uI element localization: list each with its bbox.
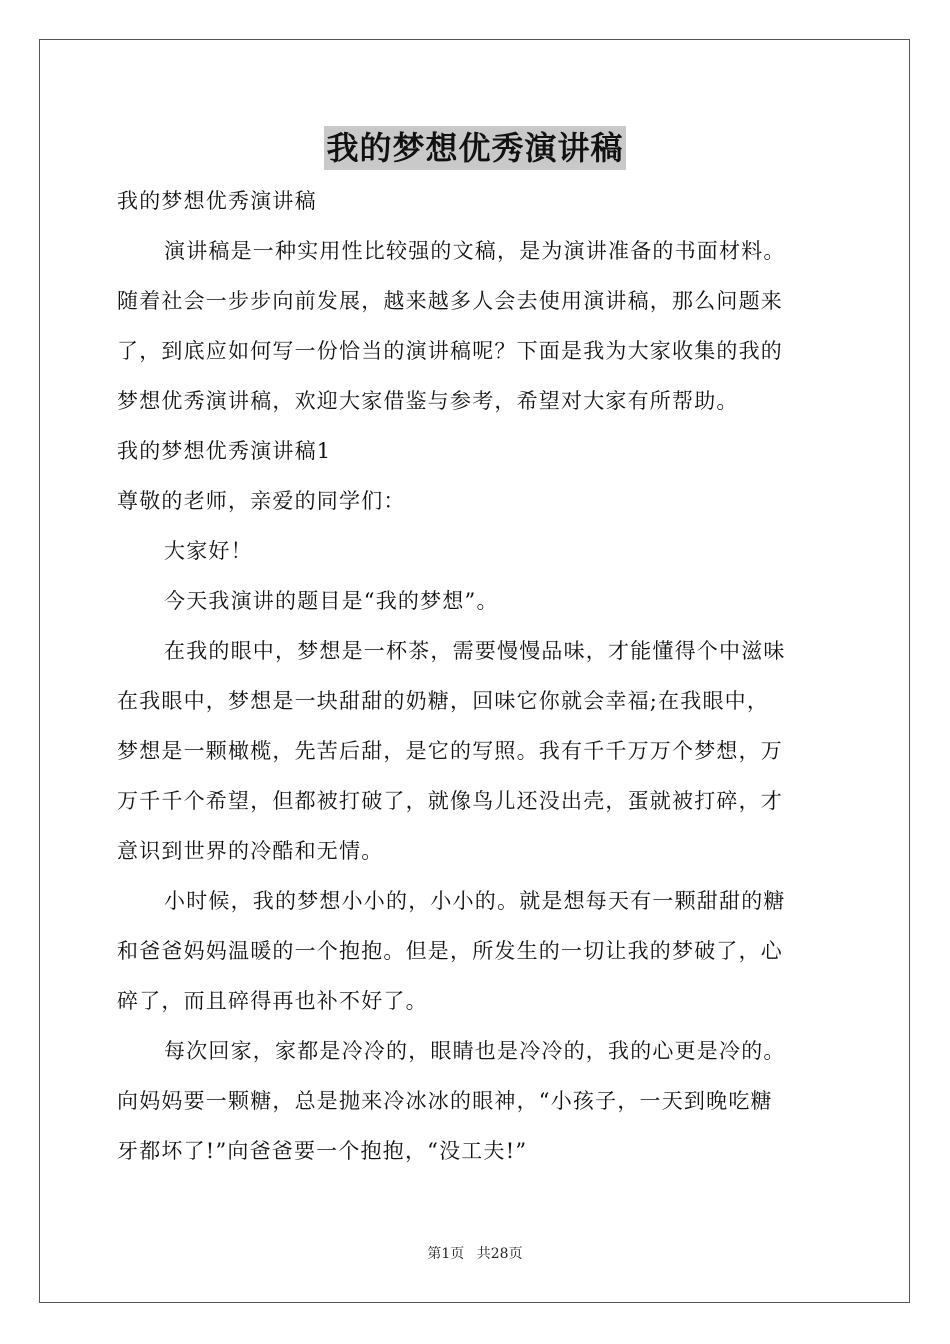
page-total: 共28页 bbox=[476, 1246, 523, 1262]
text-line: 和爸爸妈妈温暖的一个抱抱。但是，所发生的一切让我的梦破了，心 bbox=[117, 939, 783, 963]
text-line: 我的梦想优秀演讲稿1 bbox=[117, 439, 332, 463]
text-line: 碎了，而且碎得再也补不好了。 bbox=[117, 989, 428, 1013]
text-line: 随着社会一步步向前发展，越来越多人会去使用演讲稿，那么问题来 bbox=[117, 289, 783, 313]
text-line: 牙都坏了!”向爸爸要一个抱抱，“没工夫!” bbox=[117, 1139, 528, 1163]
title-container bbox=[0, 126, 950, 170]
document-title: 我的梦想优秀演讲稿 bbox=[324, 126, 625, 170]
text-line: 了，到底应如何写一份恰当的演讲稿呢？下面是我为大家收集的我的 bbox=[117, 339, 783, 363]
text-line: 意识到世界的冷酷和无情。 bbox=[117, 839, 384, 863]
text-line: 大家好！ bbox=[164, 539, 253, 563]
text-line: 在我的眼中，梦想是一杯茶，需要慢慢品味，才能懂得个中滋味 bbox=[164, 639, 786, 663]
text-line: 梦想优秀演讲稿，欢迎大家借鉴与参考，希望对大家有所帮助。 bbox=[117, 389, 739, 413]
text-line: 万千千个希望，但都被打破了，就像鸟儿还没出壳，蛋就被打碎，才 bbox=[117, 789, 783, 813]
document-body bbox=[117, 176, 835, 1176]
text-line: 梦想是一颗橄榄，先苦后甜，是它的写照。我有千千万万个梦想，万 bbox=[117, 739, 783, 763]
text-line: 尊敬的老师，亲爱的同学们： bbox=[117, 489, 406, 513]
text-line: 每次回家，家都是冷冷的，眼睛也是冷冷的，我的心更是冷的。 bbox=[164, 1039, 786, 1063]
page-number: 第1页 bbox=[427, 1246, 465, 1262]
text-line: 在我眼中，梦想是一块甜甜的奶糖，回味它你就会幸福;在我眼中， bbox=[117, 689, 770, 713]
text-line: 向妈妈要一颗糖，总是抛来冷冰冰的眼神，“小孩子，一天到晚吃糖 bbox=[117, 1089, 773, 1113]
text-line: 我的梦想优秀演讲稿 bbox=[117, 189, 317, 213]
text-line: 演讲稿是一种实用性比较强的文稿，是为演讲准备的书面材料。 bbox=[164, 239, 786, 263]
text-line: 小时候，我的梦想小小的，小小的。就是想每天有一颗甜甜的糖 bbox=[164, 889, 786, 913]
text-line: 今天我演讲的题目是“我的梦想”。 bbox=[164, 589, 499, 613]
page-footer bbox=[0, 1244, 950, 1264]
